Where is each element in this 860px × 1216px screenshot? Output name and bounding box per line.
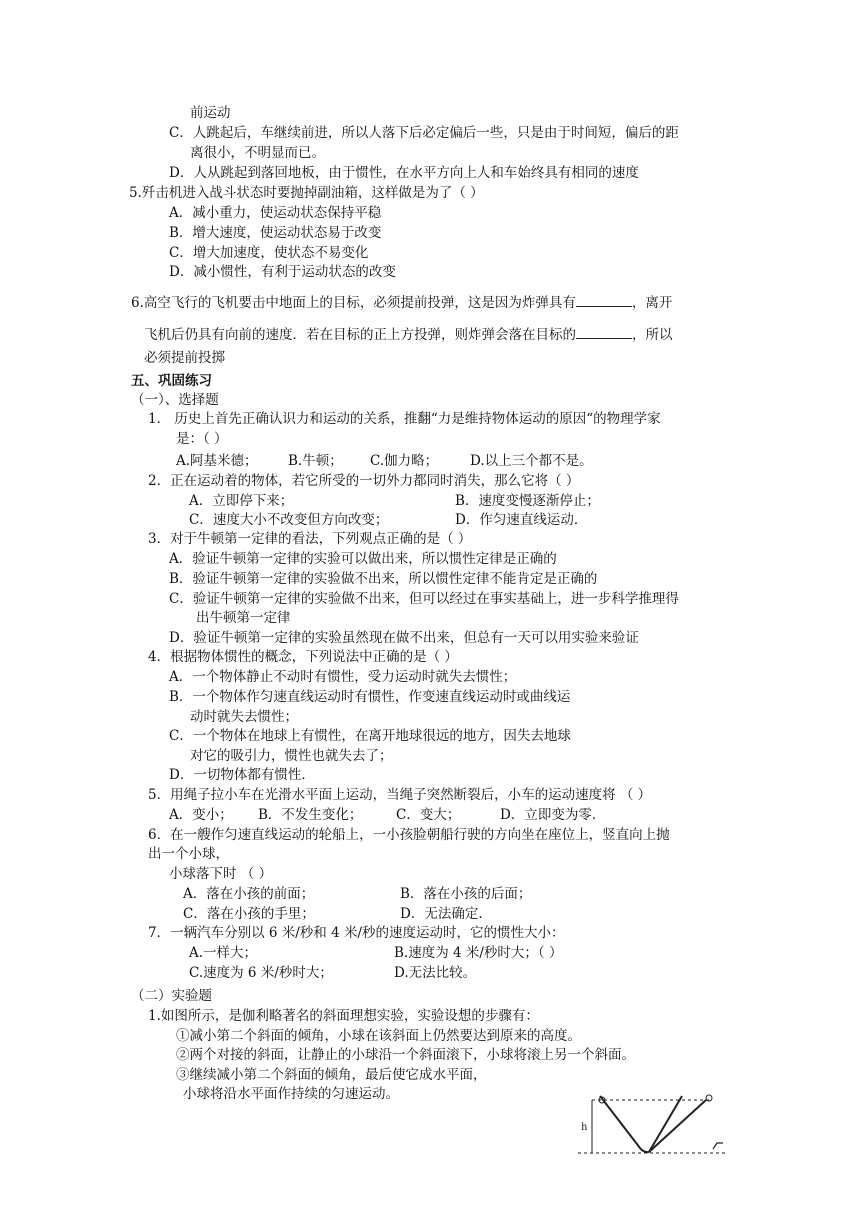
choice-q5-option-b: B．不发生变化； bbox=[258, 807, 363, 823]
choice-q3-option-c-cont: 出牛顿第一定律 bbox=[196, 610, 291, 626]
choice-q4-option-a: A．一个物体静止不动时有惯性，受力运动时就失去惯性； bbox=[169, 669, 517, 685]
choice-q3: 3．对于牛顿第一定律的看法，下列观点正确的是（ ） bbox=[148, 531, 472, 547]
option-d: D．减小惯性，有利于运动状态的改变 bbox=[169, 264, 396, 280]
choice-q5-option-d: D．立即变为零． bbox=[500, 807, 606, 823]
choice-q5-option-a: A．变小； bbox=[169, 807, 233, 823]
choice-q3-option-b: B．验证牛顿第一定律的实验做不出来，所以惯性定律不能肯定是正确的 bbox=[169, 571, 598, 587]
option-c: C．增大加速度，使状态不易变化 bbox=[169, 245, 369, 261]
choice-q7-option-d: D.无法比较。 bbox=[394, 965, 477, 981]
choice-q3-option-d: D．验证牛顿第一定律的实验虽然现在做不出来，但总有一天可以用实验来验证 bbox=[169, 630, 639, 646]
height-label: h bbox=[581, 1122, 588, 1133]
choice-q6-option-a: A．落在小孩的前面； bbox=[183, 886, 315, 902]
question-6-text-3: 飞机后仍具有向前的速度．若在目标的正上方投弹，则炸弹会落在目标的 bbox=[144, 327, 576, 343]
question-6-text-1: 6.高空飞行的飞机要击中地面上的目标，必须提前投弹，这是因为炸弹具有 bbox=[131, 295, 576, 311]
choice-q2-option-a: A．立即停下来； bbox=[189, 493, 294, 509]
choice-q6-option-c: C．落在小孩的手里； bbox=[183, 906, 315, 922]
choice-q1-option-c: C.伽力略； bbox=[370, 453, 439, 469]
choice-q5: 5．用绳子拉小车在光滑水平面上运动，当绳子突然断裂后，小车的运动速度将 （ ） bbox=[148, 787, 652, 803]
inclined-plane-figure bbox=[578, 1090, 728, 1160]
answer-blank-2[interactable] bbox=[576, 325, 632, 339]
choice-q7: 7．一辆汽车分别以 6 米/秒和 4 米/秒的速度运动时，它的惯性大小： bbox=[148, 925, 565, 941]
choice-q5-option-c: C．变大； bbox=[396, 807, 461, 823]
line-3: 离很小，不明显而已。 bbox=[190, 145, 325, 161]
choice-q7-option-a: A.一样大； bbox=[189, 945, 258, 961]
choice-q2-option-d: D．作匀速直线运动． bbox=[455, 512, 588, 528]
choice-q4: 4．根据物体惯性的概念，下列说法中正确的是（ ） bbox=[148, 649, 458, 665]
choice-q1-cont: 是：（ ） bbox=[176, 431, 228, 447]
ball-bottom bbox=[713, 1143, 723, 1149]
experiment-q1: 1.如图所示，是伽利略著名的斜面理想实验，实验设想的步骤有： bbox=[148, 1008, 539, 1024]
choice-q3-option-a: A．验证牛顿第一定律的实验可以做出来，所以惯性定律是正确的 bbox=[169, 551, 557, 567]
option-a: A．减小重力，使运动状态保持平稳 bbox=[169, 205, 382, 221]
right-slope-steep bbox=[649, 1096, 682, 1152]
choice-q6-cont: 出一个小球， bbox=[148, 846, 229, 862]
section-heading-5: 五、巩固练习 bbox=[131, 373, 212, 389]
right-slope-shallow bbox=[649, 1100, 706, 1152]
experiment-step-2: ②两个对接的斜面，让静止的小球沿一个斜面滚下，小球将滚上另一个斜面。 bbox=[176, 1047, 635, 1063]
choice-q6-option-d: D．无法确定． bbox=[400, 906, 492, 922]
line-4: D．人从跳起到落回地板，由于惯性，在水平方向上人和车始终具有相同的速度 bbox=[169, 165, 639, 181]
choice-q6-cont-2: 小球落下时 （ ） bbox=[169, 866, 273, 882]
choice-q4-option-b-cont: 动时就失去惯性； bbox=[190, 709, 298, 725]
experiment-step-1: ①减小第二个斜面的倾角，小球在该斜面上仍然要达到原来的高度。 bbox=[176, 1028, 581, 1044]
choice-q1-option-a: A.阿基米德； bbox=[176, 453, 258, 469]
choice-q4-option-c-cont: 对它的吸引力，惯性也就失去了； bbox=[190, 748, 393, 764]
choice-q7-option-c: C.速度为 6 米/秒时大； bbox=[189, 965, 333, 981]
choice-q6-option-b: B．落在小孩的后面； bbox=[400, 886, 532, 902]
choice-q6: 6．在一艘作匀速直线运动的轮船上，一小孩脸朝船行驶的方向坐在座位上，竖直向上抛 bbox=[148, 827, 670, 843]
question-6-line-3: 必须提前投掷 bbox=[144, 350, 225, 366]
choice-q1-option-b: B.牛顿； bbox=[288, 453, 343, 469]
choice-q1-option-d: D.以上三个都不是。 bbox=[470, 453, 593, 469]
left-slope bbox=[600, 1096, 649, 1152]
choice-q2-option-b: B．速度变慢逐渐停止； bbox=[455, 493, 600, 509]
choice-q3-option-c: C．验证牛顿第一定律的实验做不出来，但可以经过在事实基础上，进一步科学推理得 bbox=[169, 591, 679, 607]
line-2: C．人跳起后，车继续前进，所以人落下后必定偏后一些，只是由于时间短，偏后的距 bbox=[169, 125, 679, 141]
experiment-step-3: ③继续减小第二个斜面的倾角，最后使它成水平面， bbox=[176, 1067, 487, 1083]
choice-q7-option-b: B.速度为 4 米/秒时大；（ ） bbox=[394, 945, 563, 961]
choice-q2: 2．正在运动着的物体，若它所受的一切外力都同时消失，那么它将（ ） bbox=[148, 473, 580, 489]
choice-q4-option-d: D．一切物体都有惯性． bbox=[169, 767, 315, 783]
question-6-text-2: ，离开 bbox=[631, 295, 673, 311]
question-6-line-2 bbox=[144, 325, 673, 344]
line-1: 前运动 bbox=[190, 105, 231, 121]
choice-q4-option-c: C．一个物体在地球上有惯性，在离开地球很远的地方，因失去地球 bbox=[169, 728, 571, 744]
subsection-experiment: （二）实验题 bbox=[131, 988, 212, 1004]
question-6-text-4: ，所以 bbox=[632, 327, 673, 343]
question-6-line-1 bbox=[131, 293, 672, 312]
experiment-step-3-cont: 小球将沿水平面作持续的匀速运动。 bbox=[183, 1086, 399, 1102]
answer-blank-1[interactable] bbox=[576, 293, 632, 307]
question-5: 5.歼击机进入战斗状态时要抛掉副油箱，这样做是为了（ ） bbox=[129, 185, 484, 201]
choice-q2-option-c: C．速度大小不改变但方向改变； bbox=[189, 512, 389, 528]
option-b: B．增大速度，使运动状态易于改变 bbox=[169, 225, 382, 241]
subsection-choice: （一）、选择题 bbox=[131, 392, 219, 408]
choice-q1: 1． 历史上首先正确认识力和运动的关系，推翻“力是维持物体运动的原因“的物理学家 bbox=[148, 411, 661, 427]
choice-q4-option-b: B．一个物体作匀速直线运动时有惯性，作变速直线运动时或曲线运 bbox=[169, 689, 571, 705]
